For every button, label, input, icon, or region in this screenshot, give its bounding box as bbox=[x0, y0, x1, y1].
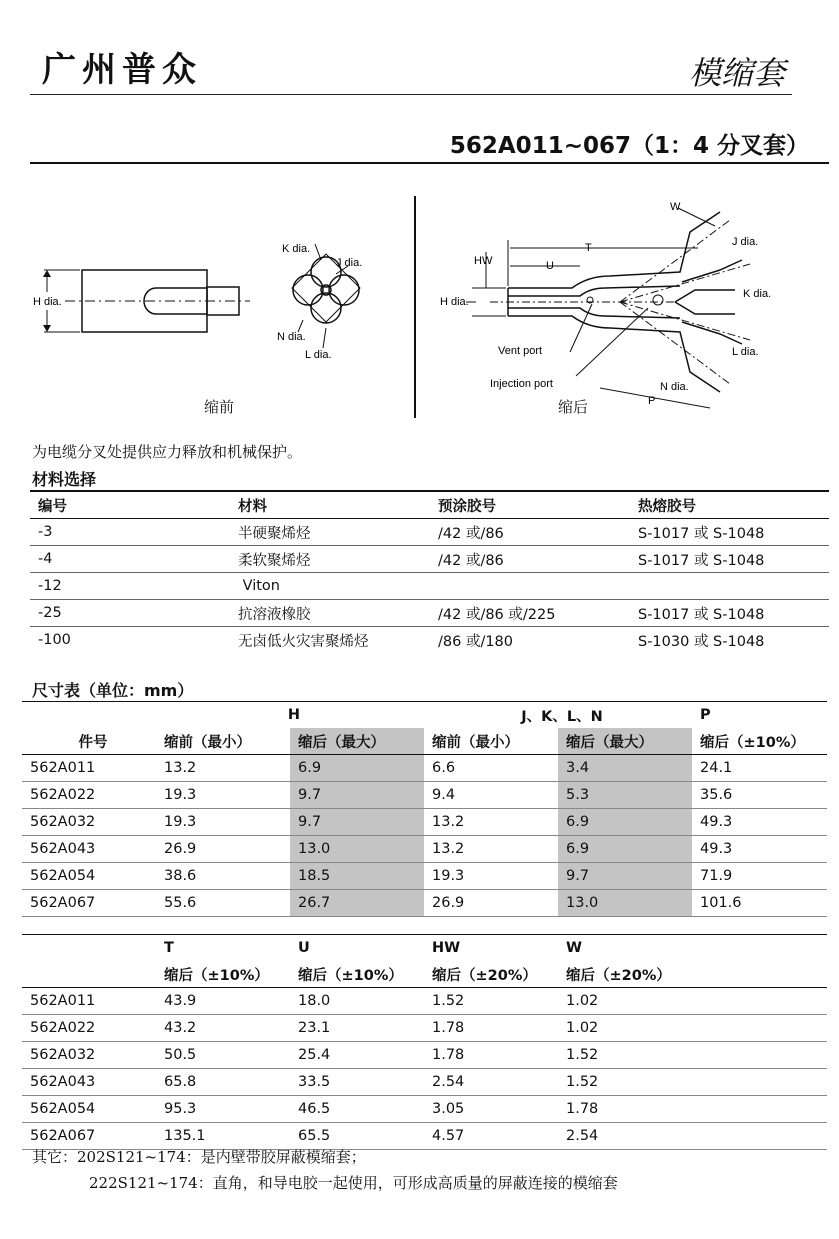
diagram-divider bbox=[414, 196, 416, 418]
table-row bbox=[22, 836, 827, 863]
part-number-header: 件号 bbox=[22, 728, 156, 755]
table-cell: 6.9 bbox=[290, 755, 424, 782]
table-cell: 24.1 bbox=[692, 755, 827, 782]
group-header-h: H bbox=[156, 702, 424, 729]
table-cell: 13.0 bbox=[558, 890, 692, 917]
after-shrink-caption: 缩后 bbox=[558, 398, 589, 416]
title-divider bbox=[30, 162, 829, 164]
table-cell: 23.1 bbox=[290, 1015, 424, 1042]
brand-name: 广州普众 bbox=[42, 50, 202, 90]
table-cell: 3.4 bbox=[558, 755, 692, 782]
table-cell: 半硬聚烯烃 bbox=[230, 519, 430, 546]
part-number: 562A022 bbox=[22, 782, 156, 809]
header-cell: 预涂胶号 bbox=[430, 491, 630, 519]
table-cell: 2.54 bbox=[424, 1069, 558, 1096]
table-row bbox=[22, 988, 827, 1015]
table-cell: 无卤低火灾害聚烯烃 bbox=[238, 633, 369, 650]
table-cell: 4.57 bbox=[424, 1123, 558, 1150]
table-cell: 71.9 bbox=[692, 863, 827, 890]
table-row bbox=[22, 1096, 827, 1123]
table-cell: 9.7 bbox=[290, 782, 424, 809]
table-cell: 19.3 bbox=[156, 809, 290, 836]
part-number: 562A043 bbox=[22, 1069, 156, 1096]
table-row bbox=[22, 863, 827, 890]
header-cell: 编号 bbox=[30, 491, 230, 519]
table-row bbox=[30, 627, 829, 654]
sub-header-cell: 缩后（±20%） bbox=[424, 961, 558, 988]
part-number: 562A067 bbox=[22, 890, 156, 917]
table-cell: 1.52 bbox=[558, 1042, 692, 1069]
dimensions-section-title: 尺寸表（单位：mm） bbox=[32, 681, 194, 700]
sub-header-cell: 缩后（最大） bbox=[290, 728, 424, 755]
n-dia-label-after: N dia. bbox=[660, 381, 689, 393]
table-cell: S-1017 或 S-1048 bbox=[630, 519, 829, 546]
sub-header-cell: 缩后（±10%） bbox=[692, 728, 827, 755]
table-row bbox=[22, 809, 827, 836]
table-cell: 1.78 bbox=[558, 1096, 692, 1123]
sub-header-cell: 缩后（±10%） bbox=[290, 961, 424, 988]
table-cell: 43.9 bbox=[156, 988, 290, 1015]
table-cell: 13.2 bbox=[156, 755, 290, 782]
sub-header-cell: 缩前（最小） bbox=[156, 728, 290, 755]
table-cell: 1.78 bbox=[424, 1015, 558, 1042]
j-dia-label-after: J dia. bbox=[732, 236, 759, 248]
table-cell: 1.02 bbox=[558, 1015, 692, 1042]
table-row bbox=[22, 755, 827, 782]
table-cell: 3.05 bbox=[424, 1096, 558, 1123]
part-number: 562A032 bbox=[22, 809, 156, 836]
table-cell: 49.3 bbox=[692, 836, 827, 863]
before-shrink-diagram bbox=[30, 230, 410, 365]
table-cell: 5.3 bbox=[558, 782, 692, 809]
group-header-w: W bbox=[558, 935, 692, 962]
table-cell: /42 或/86 bbox=[430, 519, 630, 546]
table-cell bbox=[430, 573, 630, 600]
table-cell: 抗溶液橡胶 bbox=[230, 600, 430, 627]
table-cell: /86 或/180 bbox=[438, 633, 514, 650]
group-header-jkln: J、K、L、N bbox=[424, 702, 692, 729]
table-cell: S-1030 或 S-1048 bbox=[638, 633, 765, 650]
table-cell: 19.3 bbox=[156, 782, 290, 809]
product-category: 模缩套 bbox=[688, 54, 785, 92]
table-row bbox=[22, 1042, 827, 1069]
sub-header-cell: 缩前（最小） bbox=[424, 728, 558, 755]
table-cell: 柔软聚烯烃 bbox=[230, 546, 430, 573]
table-cell: 65.5 bbox=[290, 1123, 424, 1150]
before-shrink-caption: 缩前 bbox=[204, 398, 235, 416]
part-number: 562A011 bbox=[22, 755, 156, 782]
sub-header-cell: 缩后（±10%） bbox=[156, 961, 290, 988]
table-cell: 43.2 bbox=[156, 1015, 290, 1042]
table-cell: -25 bbox=[30, 600, 230, 627]
p-label: P bbox=[648, 395, 656, 407]
table-cell: 2.54 bbox=[558, 1123, 692, 1150]
part-number: 562A054 bbox=[22, 1096, 156, 1123]
header-cell: 材料 bbox=[230, 491, 430, 519]
table-cell: S-1017 或 S-1048 bbox=[630, 600, 829, 627]
table-cell: 13.2 bbox=[424, 836, 558, 863]
table-cell: 19.3 bbox=[424, 863, 558, 890]
table-cell: 6.9 bbox=[558, 809, 692, 836]
u-label: U bbox=[546, 260, 554, 272]
sub-header-cell: 缩后（±20%） bbox=[558, 961, 692, 988]
table-cell: 35.6 bbox=[692, 782, 827, 809]
table-row bbox=[30, 573, 829, 600]
table-cell: 135.1 bbox=[156, 1123, 290, 1150]
product-title: 562A011~067（1：4 分叉套） bbox=[449, 133, 809, 159]
group-header-hw: HW bbox=[424, 935, 558, 962]
after-shrink-diagram bbox=[430, 192, 828, 422]
table-cell: 6.6 bbox=[424, 755, 558, 782]
product-description: 为电缆分叉处提供应力释放和机械保护。 bbox=[32, 443, 303, 461]
table-cell: 13.2 bbox=[424, 809, 558, 836]
part-number: 562A011 bbox=[22, 988, 156, 1015]
j-dia-label: J dia. bbox=[336, 257, 363, 269]
table-cell: 1.78 bbox=[424, 1042, 558, 1069]
table-cell: /42 或/86 bbox=[430, 546, 630, 573]
table-cell: 38.6 bbox=[156, 863, 290, 890]
table-cell: 65.8 bbox=[156, 1069, 290, 1096]
table-cell: -3 bbox=[30, 519, 230, 546]
table-cell: 9.7 bbox=[290, 809, 424, 836]
hw-label: HW bbox=[474, 255, 493, 267]
header-divider bbox=[30, 94, 792, 95]
table-row bbox=[22, 1069, 827, 1096]
w-label: W bbox=[670, 201, 681, 213]
table-cell: 13.0 bbox=[290, 836, 424, 863]
n-dia-label: N dia. bbox=[277, 331, 306, 343]
table-row bbox=[30, 546, 829, 573]
table-row bbox=[22, 890, 827, 917]
table-cell: -12 bbox=[30, 573, 230, 600]
table-cell: 18.5 bbox=[290, 863, 424, 890]
table-cell: Viton bbox=[230, 573, 430, 600]
part-number: 562A032 bbox=[22, 1042, 156, 1069]
other-note-1: 其它：202S121~174：是内壁带胶屏蔽模缩套； bbox=[32, 1148, 366, 1166]
vent-port-label: Vent port bbox=[498, 345, 543, 357]
dimensions-table-2 bbox=[22, 934, 827, 1150]
table-cell: 25.4 bbox=[290, 1042, 424, 1069]
table-cell: 1.02 bbox=[558, 988, 692, 1015]
k-dia-label-after: K dia. bbox=[743, 288, 772, 300]
table-cell: 50.5 bbox=[156, 1042, 290, 1069]
table-cell: 18.0 bbox=[290, 988, 424, 1015]
injection-port-label: Injection port bbox=[490, 378, 553, 390]
group-header-u: U bbox=[290, 935, 424, 962]
sub-header-cell: 缩后（最大） bbox=[558, 728, 692, 755]
part-number: 562A054 bbox=[22, 863, 156, 890]
table-cell: 26.9 bbox=[424, 890, 558, 917]
materials-table bbox=[30, 490, 829, 653]
table-cell: 26.9 bbox=[156, 836, 290, 863]
materials-section-title: 材料选择 bbox=[32, 470, 97, 489]
table-cell bbox=[630, 573, 829, 600]
table-cell: S-1017 或 S-1048 bbox=[630, 546, 829, 573]
sub-header-row bbox=[22, 961, 827, 988]
table-cell: 1.52 bbox=[558, 1069, 692, 1096]
k-dia-label: K dia. bbox=[282, 243, 311, 255]
materials-header-row bbox=[30, 491, 829, 519]
other-note-2: 222S121~174：直角，和导电胶一起使用，可形成高质量的屏蔽连接的模缩套 bbox=[89, 1174, 618, 1192]
sub-header-row bbox=[22, 728, 827, 755]
table-cell: 6.9 bbox=[558, 836, 692, 863]
table-cell: -100 bbox=[38, 632, 71, 648]
part-number: 562A067 bbox=[22, 1123, 156, 1150]
group-header-row bbox=[22, 702, 827, 729]
table-row bbox=[22, 1015, 827, 1042]
part-number: 562A022 bbox=[22, 1015, 156, 1042]
group-header-row bbox=[22, 935, 827, 962]
header-cell: 热熔胶号 bbox=[630, 491, 829, 519]
table-cell: 33.5 bbox=[290, 1069, 424, 1096]
l-dia-label: L dia. bbox=[305, 349, 332, 361]
table-cell: 9.4 bbox=[424, 782, 558, 809]
table-row bbox=[30, 519, 829, 546]
part-number: 562A043 bbox=[22, 836, 156, 863]
h-dia-label: H dia. bbox=[33, 296, 62, 308]
table-cell: -4 bbox=[30, 546, 230, 573]
table-row bbox=[30, 600, 829, 627]
table-cell: 101.6 bbox=[692, 890, 827, 917]
t-label: T bbox=[585, 242, 592, 254]
table-row bbox=[22, 782, 827, 809]
h-dia-label-after: H dia. bbox=[440, 296, 469, 308]
l-dia-label-after: L dia. bbox=[732, 346, 759, 358]
table-cell: 49.3 bbox=[692, 809, 827, 836]
group-header-t: T bbox=[156, 935, 290, 962]
table-cell: 26.7 bbox=[290, 890, 424, 917]
table-cell: 55.6 bbox=[156, 890, 290, 917]
dimensions-table-1 bbox=[22, 701, 827, 917]
table-cell: 46.5 bbox=[290, 1096, 424, 1123]
table-cell: 1.52 bbox=[424, 988, 558, 1015]
table-cell: /42 或/86 或/225 bbox=[430, 600, 630, 627]
table-cell: 9.7 bbox=[558, 863, 692, 890]
group-header-p: P bbox=[692, 702, 827, 729]
table-cell: 95.3 bbox=[156, 1096, 290, 1123]
